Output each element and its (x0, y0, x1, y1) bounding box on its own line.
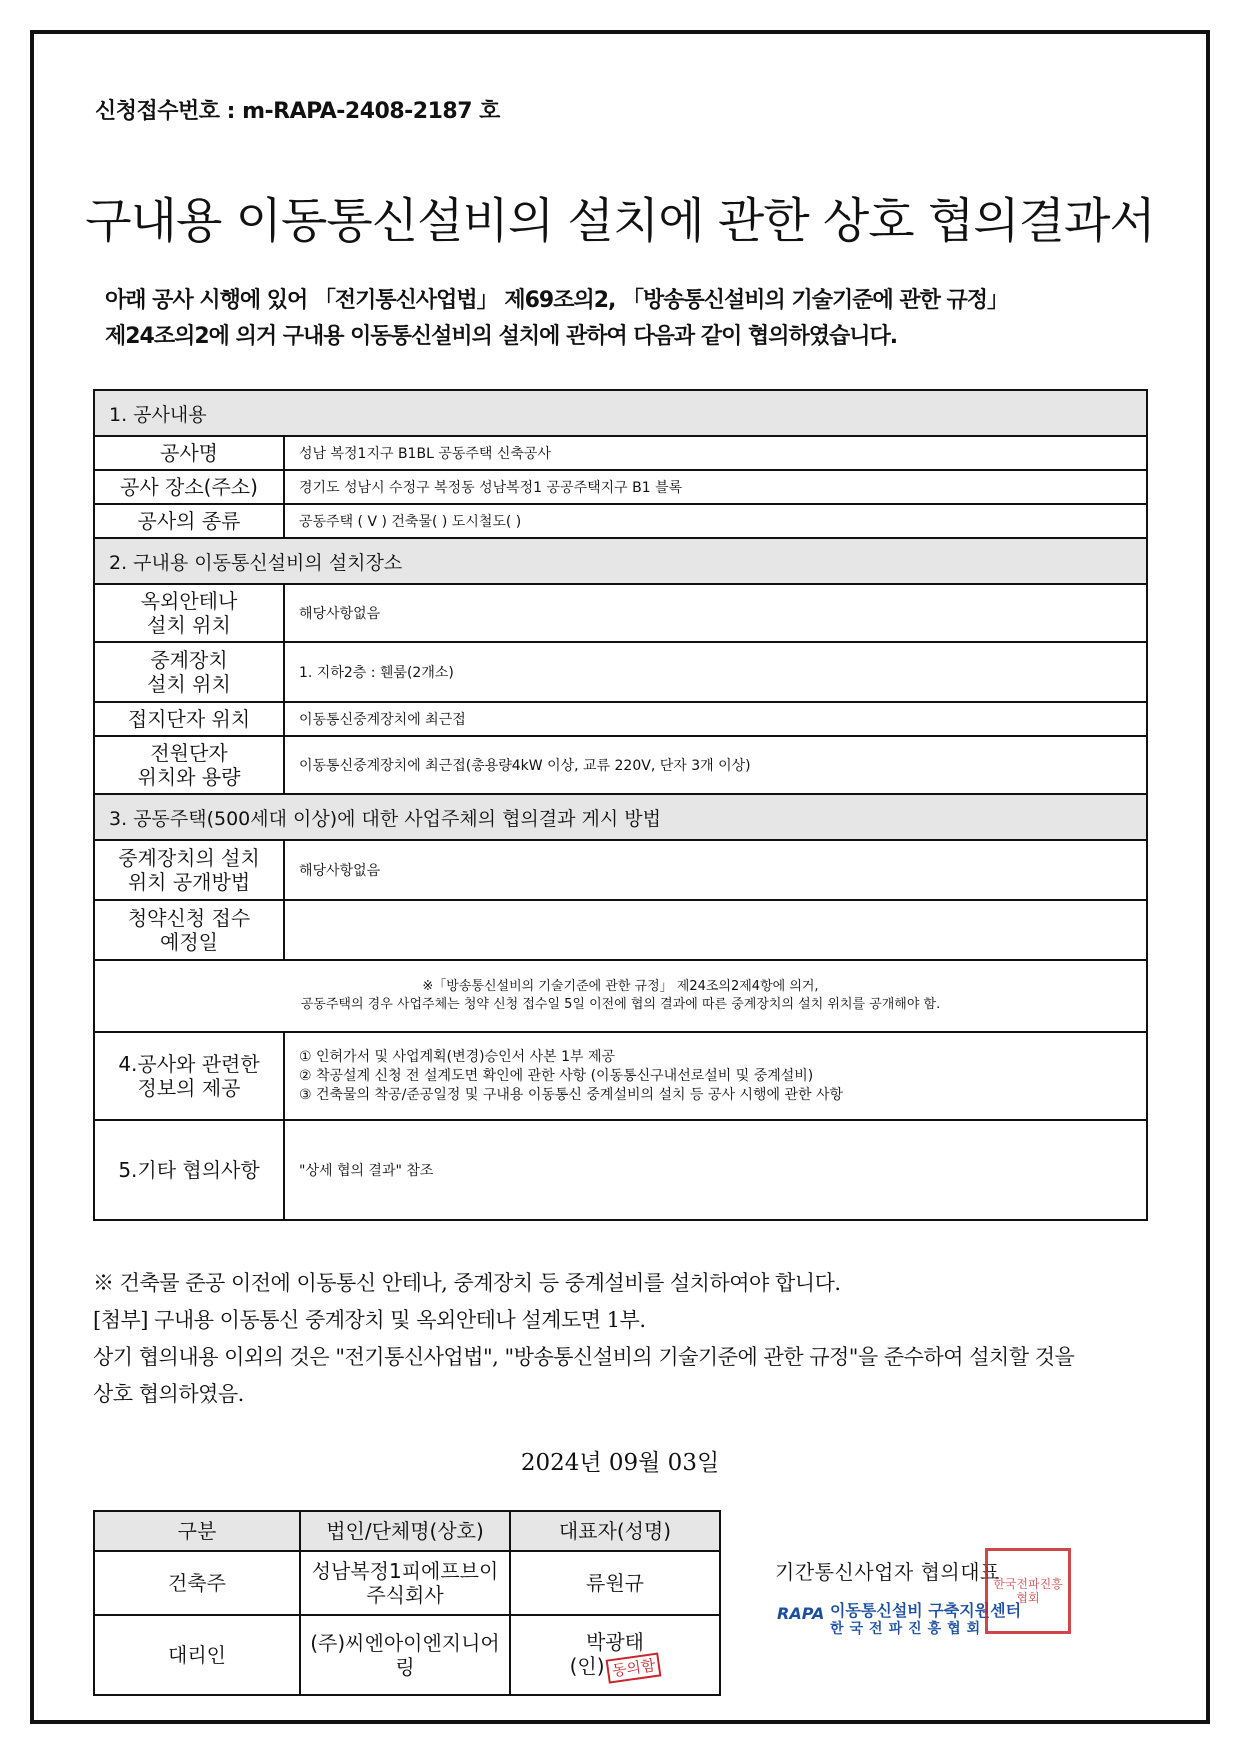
footer-line: [첨부] 구내용 이동통신 중계장치 및 옥외안테나 설계도면 1부. (93, 1308, 646, 1332)
agency-subname: 한국전파진흥협회 (830, 1621, 987, 1637)
row-label: 공사명 (94, 436, 284, 470)
sig-company: (주)씨엔아이엔지니어 링 (300, 1615, 510, 1695)
sig-company: 성남복정1피에프브이 주식회사 (300, 1551, 510, 1615)
row-value: 공동주택 ( V ) 건축물( ) 도시철도( ) (284, 504, 1147, 538)
sig-header: 대표자(성명) (510, 1511, 720, 1551)
row-value: 이동통신중계장치에 최근접 (284, 702, 1147, 736)
section-3-note (94, 960, 1147, 1032)
intro-paragraph (105, 283, 1145, 355)
footer-line: 상기 협의내용 이외의 것은 "전기통신사업법", "방송통신설비의 기술기준에 관한 규정"을 준수하여 설치할 것을 (93, 1345, 1075, 1369)
consultation-table (93, 389, 1148, 1221)
document-title: 구내용 이동통신설비의 설치에 관한 상호 협의결과서 (85, 193, 1155, 249)
sig-type: 건축주 (94, 1551, 300, 1615)
intro-line: 제24조의2에 의거 구내용 이동통신설비의 설치에 관하여 다음과 같이 협의하였습니다. (105, 324, 898, 349)
agency-name: 이동통신설비 구축지원센터 (830, 1601, 1022, 1620)
row-value (284, 900, 1147, 960)
row-label: 중계장치의 설치 위치 공개방법 (94, 840, 284, 900)
row-value: 해당사항없음 (284, 840, 1147, 900)
intro-line: 아래 공사 시행에 있어 「전기통신사업법」 제69조의2, 「방송통신설비의 기술기준에 관한 규정」 (105, 288, 1009, 313)
note-line: ※「방송통신설비의 기술기준에 관한 규정」 제24조의2제4항에 의거, (422, 979, 819, 994)
row-value: 1. 지하2층 : 휀룸(2개소) (284, 642, 1147, 702)
document-date: 2024년 09월 03일 (520, 1450, 720, 1476)
sig-rep: 류원규 (510, 1551, 720, 1615)
footer-notes (93, 1265, 1153, 1413)
row-value: 해당사항없음 (284, 584, 1147, 642)
rapa-logo: RAPA (777, 1604, 825, 1623)
seal-text: 한국전파진흥협회 (993, 1577, 1063, 1605)
agree-stamp: 동의함 (605, 1652, 661, 1683)
note-line: 공동주택의 경우 사업주체는 청약 신청 접수일 5일 이전에 협의 결과에 따른 중계장치의 설치 위치를 공개해야 함. (300, 997, 941, 1012)
official-seal (985, 1548, 1071, 1634)
sig-type: 대리인 (94, 1615, 300, 1695)
row-value: 성남 복정1지구 B1BL 공동주택 신축공사 (284, 436, 1147, 470)
section-5-label: 5.기타 협의사항 (94, 1120, 284, 1220)
signature-table (93, 1510, 721, 1696)
section-5-value: "상세 협의 결과" 참조 (284, 1120, 1147, 1220)
row-label: 중계장치 설치 위치 (94, 642, 284, 702)
row-label: 공사 장소(주소) (94, 470, 284, 504)
info-item: ② 착공설계 신청 전 설계도면 확인에 관한 사항 (이동통신구내선로설비 및 중계설비) (299, 1067, 814, 1084)
sig-seal-line (512, 1654, 718, 1680)
section-4-label: 4.공사와 관련한 정보의 제공 (94, 1032, 284, 1120)
sig-rep-cell (510, 1615, 720, 1695)
row-value: 이동통신중계장치에 최근접(총용량4kW 이상, 교류 220V, 단자 3개 이상) (284, 736, 1147, 794)
section-2-title: 2. 구내용 이동통신설비의 설치장소 (94, 538, 1147, 584)
footer-line: ※ 건축물 준공 이전에 이동통신 안테나, 중계장치 등 중계설비를 설치하여야 합니다. (93, 1271, 841, 1295)
row-label: 공사의 종류 (94, 504, 284, 538)
agency-label: 기간통신사업자 협의대표 (775, 1560, 1000, 1584)
row-label: 청약신청 접수 예정일 (94, 900, 284, 960)
row-label: 옥외안테나 설치 위치 (94, 584, 284, 642)
application-number: 신청접수번호 : m-RAPA-2408-2187 호 (95, 99, 500, 124)
sig-header: 구분 (94, 1511, 300, 1551)
row-label: 전원단자 위치와 용량 (94, 736, 284, 794)
section-4-items (284, 1032, 1147, 1120)
section-3-title: 3. 공동주택(500세대 이상)에 대한 사업주체의 협의결과 게시 방법 (94, 794, 1147, 840)
row-label: 접지단자 위치 (94, 702, 284, 736)
seal-mark: (인) (569, 1654, 605, 1678)
footer-line: 상호 협의하였음. (93, 1382, 244, 1406)
row-value: 경기도 성남시 수정구 복정동 성남복정1 공공주택지구 B1 블록 (284, 470, 1147, 504)
agency-block (775, 1548, 1095, 1648)
sig-rep: 박광태 (586, 1630, 644, 1654)
section-1-title: 1. 공사내용 (94, 390, 1147, 436)
info-item: ③ 건축물의 착공/준공일정 및 구내용 이동통신 중계설비의 설치 등 공사 시행에 관한 사항 (299, 1086, 844, 1103)
info-item: ① 인허가서 및 사업계획(변경)승인서 사본 1부 제공 (299, 1048, 616, 1065)
sig-header: 법인/단체명(상호) (300, 1511, 510, 1551)
